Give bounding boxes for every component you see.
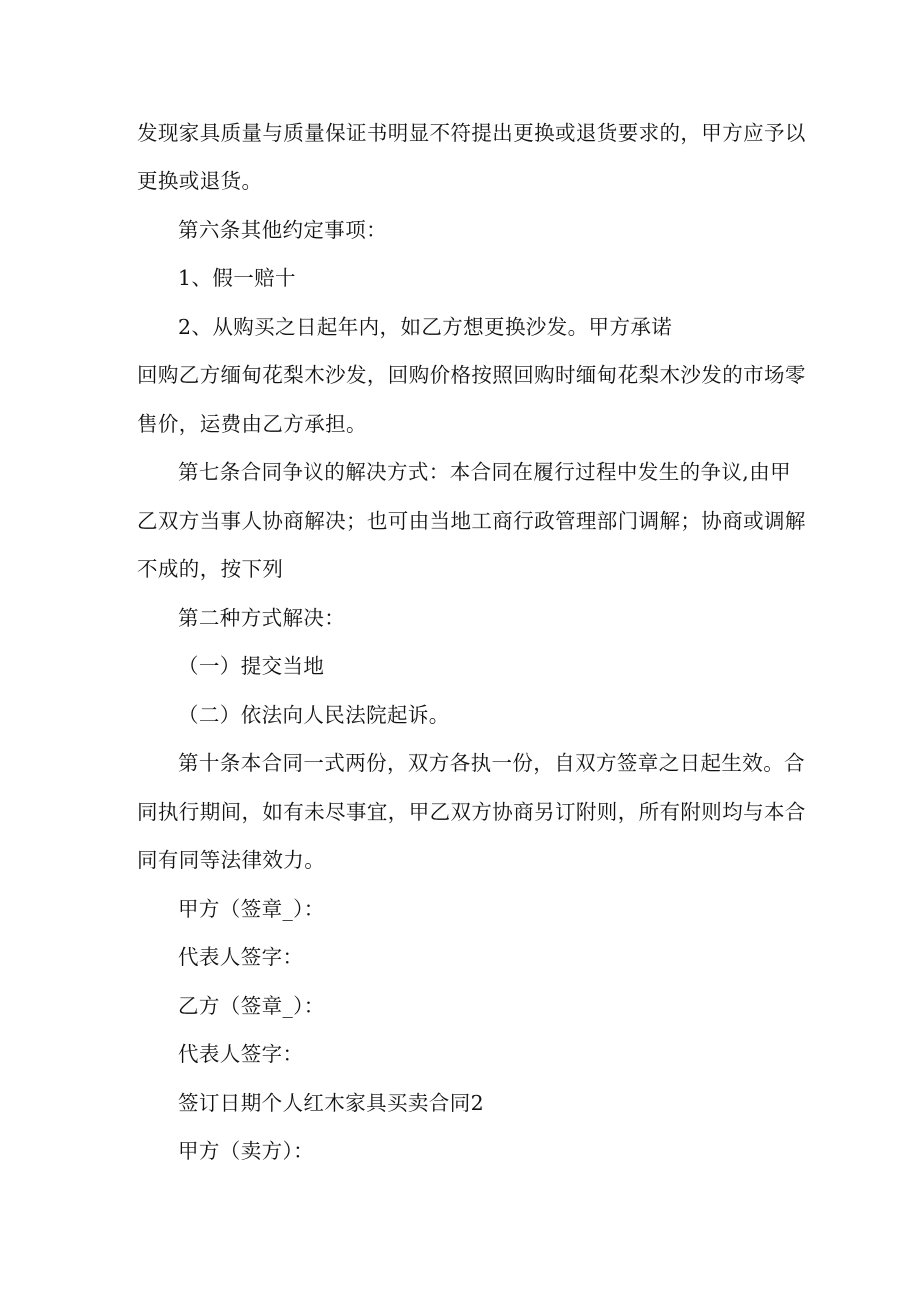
text-line: 乙双方当事人协商解决；也可由当地工商行政管理部门调解；协商或调解 — [137, 509, 806, 533]
text-line: 签订日期个人红木家具买卖合同2 — [178, 1091, 485, 1115]
text-line: 第二种方式解决： — [178, 606, 346, 630]
text-line: 同执行期间，如有未尽事宜，甲乙双方协商另订附则，所有附则均与本合 — [137, 800, 806, 824]
list-item: 1、假一赔十 — [178, 266, 296, 290]
list-item: （一）提交当地 — [178, 654, 325, 678]
text-line: 发现家具质量与质量保证书明显不符提出更换或退货要求的，甲方应予以 — [137, 121, 806, 145]
signature-field-representative: 代表人签字： — [178, 1042, 304, 1066]
section-heading-article-7: 第七条合同争议的解决方式：本合同在履行过程中发生的争议,由甲 — [178, 460, 792, 484]
signature-field-party-a: 甲方（签章_）： — [178, 897, 325, 921]
text-line: 同有同等法律效力。 — [137, 848, 326, 872]
signature-field-party-b: 乙方（签章_）： — [178, 994, 325, 1018]
section-heading-article-10: 第十条本合同一式两份，双方各执一份，自双方签章之日起生效。合 — [178, 751, 805, 775]
text-line: 甲方（卖方）： — [178, 1139, 315, 1163]
text-line: 更换或退货。 — [137, 169, 263, 193]
list-item: 2、从购买之日起年内，如乙方想更换沙发。甲方承诺 — [178, 315, 673, 339]
text-line: 回购乙方缅甸花梨木沙发，回购价格按照回购时缅甸花梨木沙发的市场零 — [137, 363, 806, 387]
section-heading-article-6: 第六条其他约定事项： — [178, 218, 387, 242]
text-line: 不成的，按下列 — [137, 557, 284, 581]
text-line: 售价，运费由乙方承担。 — [137, 412, 367, 436]
list-item: （二）依法向人民法院起诉。 — [178, 703, 450, 727]
signature-field-representative: 代表人签字： — [178, 945, 304, 969]
